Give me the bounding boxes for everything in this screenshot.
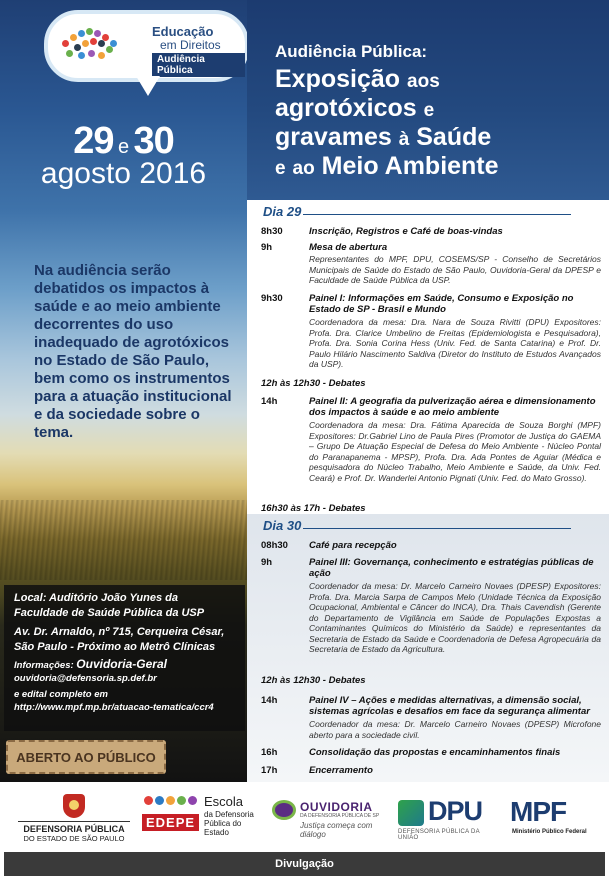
item-time: 9h30: [261, 293, 283, 304]
edepe-subtitle: da Defensoria Pública do Estado: [204, 810, 254, 837]
edepe-escola: Escola: [204, 794, 244, 809]
speech-bubble-tail: [136, 76, 160, 96]
logo-subtitle: em Direitos: [160, 38, 221, 52]
item-title: Encerramento: [309, 765, 373, 776]
item-title: 16h30 às 17h - Debates: [261, 503, 366, 514]
speech-bubble-icon: [272, 800, 296, 820]
date-month-year: agosto 2016: [40, 157, 207, 190]
sponsor-logos: [0, 782, 609, 852]
item-time: 8h30: [261, 226, 283, 237]
location-address: Av. Dr. Arnaldo, nº 715, Cerqueira César, São Paulo - Próximo ao Metrô Clínicas: [14, 626, 225, 653]
headline-word: aos: [407, 71, 440, 92]
date-day-b: 30: [133, 120, 174, 162]
headline-word: gravames: [275, 123, 392, 151]
title-kicker: Audiência Pública:: [275, 42, 428, 61]
info-label: Informações:: [14, 660, 74, 671]
headline-word: Saúde: [416, 123, 492, 151]
location-box: [4, 585, 245, 731]
item-description: Coordenadora da mesa: Dra. Fátima Aparecida de Souza Borghi (MPF) Expositores: Dr.Gabriel Lino de Paula Pires (Promotor de Justiça do GAEMA – Grupo De Atuação Especial de Defesa do Meio Ambiente - Núcleo Pontal do Paranapanema - MPSP), Profa. Dra. Ada Pontes de Aguiar (Médica e pesquisadora do Núcleo Trabalho, Meio Ambiente e Saúde, da Univ. Fed. Ceará) e Prof. Dr. Wanderlei Antonio Pignati (Univ. Fed. do Mato Grosso).: [309, 420, 601, 483]
ouvidoria-tagline: Justiça começa com diálogo: [300, 821, 373, 839]
edepe-acronym: EDEPE: [142, 814, 199, 831]
people-icon: [144, 796, 200, 810]
headline-word: ao: [292, 158, 315, 179]
defensoria-logo: [18, 794, 130, 843]
ouvidoria-name: OUVIDORIA: [300, 800, 373, 814]
logo-title: Educação: [152, 24, 214, 39]
day-section-30: [247, 514, 609, 782]
item-time: 9h: [261, 242, 273, 253]
headline-word: e: [275, 158, 286, 179]
title-headline: [275, 66, 609, 182]
ouvidoria-subtitle: DA DEFENSORIA PÚBLICA DE SP: [300, 813, 380, 819]
headline-word: e: [423, 100, 435, 121]
schedule: [247, 200, 609, 782]
item-description: Coordenador da mesa: Dr. Marcelo Carneiro Novaes (DPESP) Expositores: Profa. Dra. Marcia Sarpa de Campos Melo (Unidade Técnica da Exposição Ocupacional, Ambiental e Câncer do INCA), Dra. Thais Cavendish (Gerente do Departamento de Vigilância em Saúde de Populações Expostas a Contaminantes Químicos do Ministério da Saúde) e representantes da Secretaria de Estado da Saúde e Coordenadoria de Defesa Agropecuária da Secretaria de Estado da Agricultura.: [309, 581, 601, 654]
item-title: 12h às 12h30 - Debates: [261, 675, 366, 686]
item-time: 14h: [261, 396, 278, 407]
edital-link[interactable]: http://www.mpf.mp.br/atuacao-tematica/ccr4: [14, 702, 214, 713]
defensoria-name: DEFENSORIA PÚBLICA: [18, 821, 130, 834]
item-time: 9h: [261, 557, 273, 568]
info-line: [14, 658, 235, 672]
info-email[interactable]: ouvidoria@defensoria.sp.def.br: [14, 673, 157, 684]
title-header: [247, 0, 609, 200]
event-dates: [0, 120, 247, 191]
item-time: 16h: [261, 747, 278, 758]
headline-word: Meio Ambiente: [321, 152, 499, 180]
item-description: Coordenador da mesa: Dr. Marcelo Carneiro Novaes (DPESP) Microfone aberto para a sociedade civil.: [309, 719, 601, 740]
dpu-mark-icon: [398, 800, 424, 826]
day-divider: [303, 528, 571, 529]
defensoria-state: DO ESTADO DE SÃO PAULO: [23, 834, 125, 843]
item-time: 14h: [261, 695, 278, 706]
item-title: Café para recepção: [309, 540, 397, 551]
item-title: Mesa de abertura: [309, 242, 388, 253]
image-caption: Divulgação: [4, 852, 605, 876]
logo-tagline: Audiência Pública: [152, 53, 245, 77]
date-day-a: 29: [73, 120, 114, 162]
day-divider: [303, 214, 571, 215]
item-title: 12h às 12h30 - Debates: [261, 378, 366, 389]
item-title: Painel I: Informações em Saúde, Consumo e Exposição no Estado de SP - Brasil e Mundo: [309, 293, 574, 315]
open-to-public-badge: ABERTO AO PÚBLICO: [6, 740, 166, 774]
dpu-subtitle: DEFENSORIA PÚBLICA DA UNIÃO: [398, 829, 480, 841]
dpu-acronym: DPU: [428, 796, 483, 826]
item-description: Coordenadora da mesa: Dra. Nara de Souza Rivitti (DPU) Expositores: Profa. Dra. Clarice Umbelino de Freitas (Epidemiologista e Pesquisadora), Profa. Dra. Sonia Corina Hess (Univ. Fed. de Santa Catarina) e Prof. Dr. Paulo Hilário Nascimento Saldiva (Diretor do Instituto de Estudos Avançados da USP).: [309, 317, 601, 369]
day-label: Dia 29: [263, 204, 302, 219]
day-section-29: [247, 200, 609, 514]
headline-word: agrotóxicos: [275, 94, 417, 122]
location-title: Local: Auditório João Yunes da Faculdade de Saúde Pública da USP: [14, 592, 205, 619]
mpf-acronym: MPF: [510, 796, 567, 827]
coat-of-arms-icon: [63, 794, 85, 818]
item-time: 08h30: [261, 540, 288, 551]
item-time: 17h: [261, 765, 278, 776]
day-label: Dia 30: [263, 518, 302, 533]
item-description: Representantes do MPF, DPU, COSEMS/SP - Conselho de Secretários Municipais de Saúde do Estado de São Paulo, Ouvidoria-Geral da DPESP e Faculdade de Saúde Pública da USP.: [309, 254, 601, 285]
item-title: Painel II: A geografia da pulverização aérea e dimensionamento dos impactos à saúde e ao meio ambiente: [309, 396, 596, 418]
program-logo: [44, 10, 247, 82]
left-column: [0, 0, 247, 782]
mpf-subtitle: Ministério Público Federal: [512, 829, 587, 835]
headline-word: à: [398, 129, 410, 150]
edital-label: e edital completo em: [14, 689, 108, 700]
headline-word: Exposição: [275, 65, 401, 93]
field-texture: [0, 500, 247, 580]
item-title: Painel IV – Ações e medidas alternativas, a dimensão social, sistemas agrícolas e desafios em face da segurança alimentar: [309, 695, 590, 717]
date-connector: e: [117, 136, 130, 158]
intro-text: Na audiência serão debatidos os impactos à saúde e ao meio ambiente decorrentes do uso inadequado de agrotóxicos no Estado de São Paulo, bem como os instrumentos para a atuação institucional e da sociedade sobre o tema.: [34, 262, 232, 441]
item-title: Painel III: Governança, conhecimento e estratégias públicas de ação: [309, 557, 594, 579]
item-title: Consolidação das propostas e encaminhamentos finais: [309, 747, 561, 758]
crowd-icon: [60, 26, 122, 66]
item-title: Inscrição, Registros e Café de boas-vindas: [309, 226, 503, 237]
info-ouvidoria: Ouvidoria-Geral: [76, 657, 167, 671]
